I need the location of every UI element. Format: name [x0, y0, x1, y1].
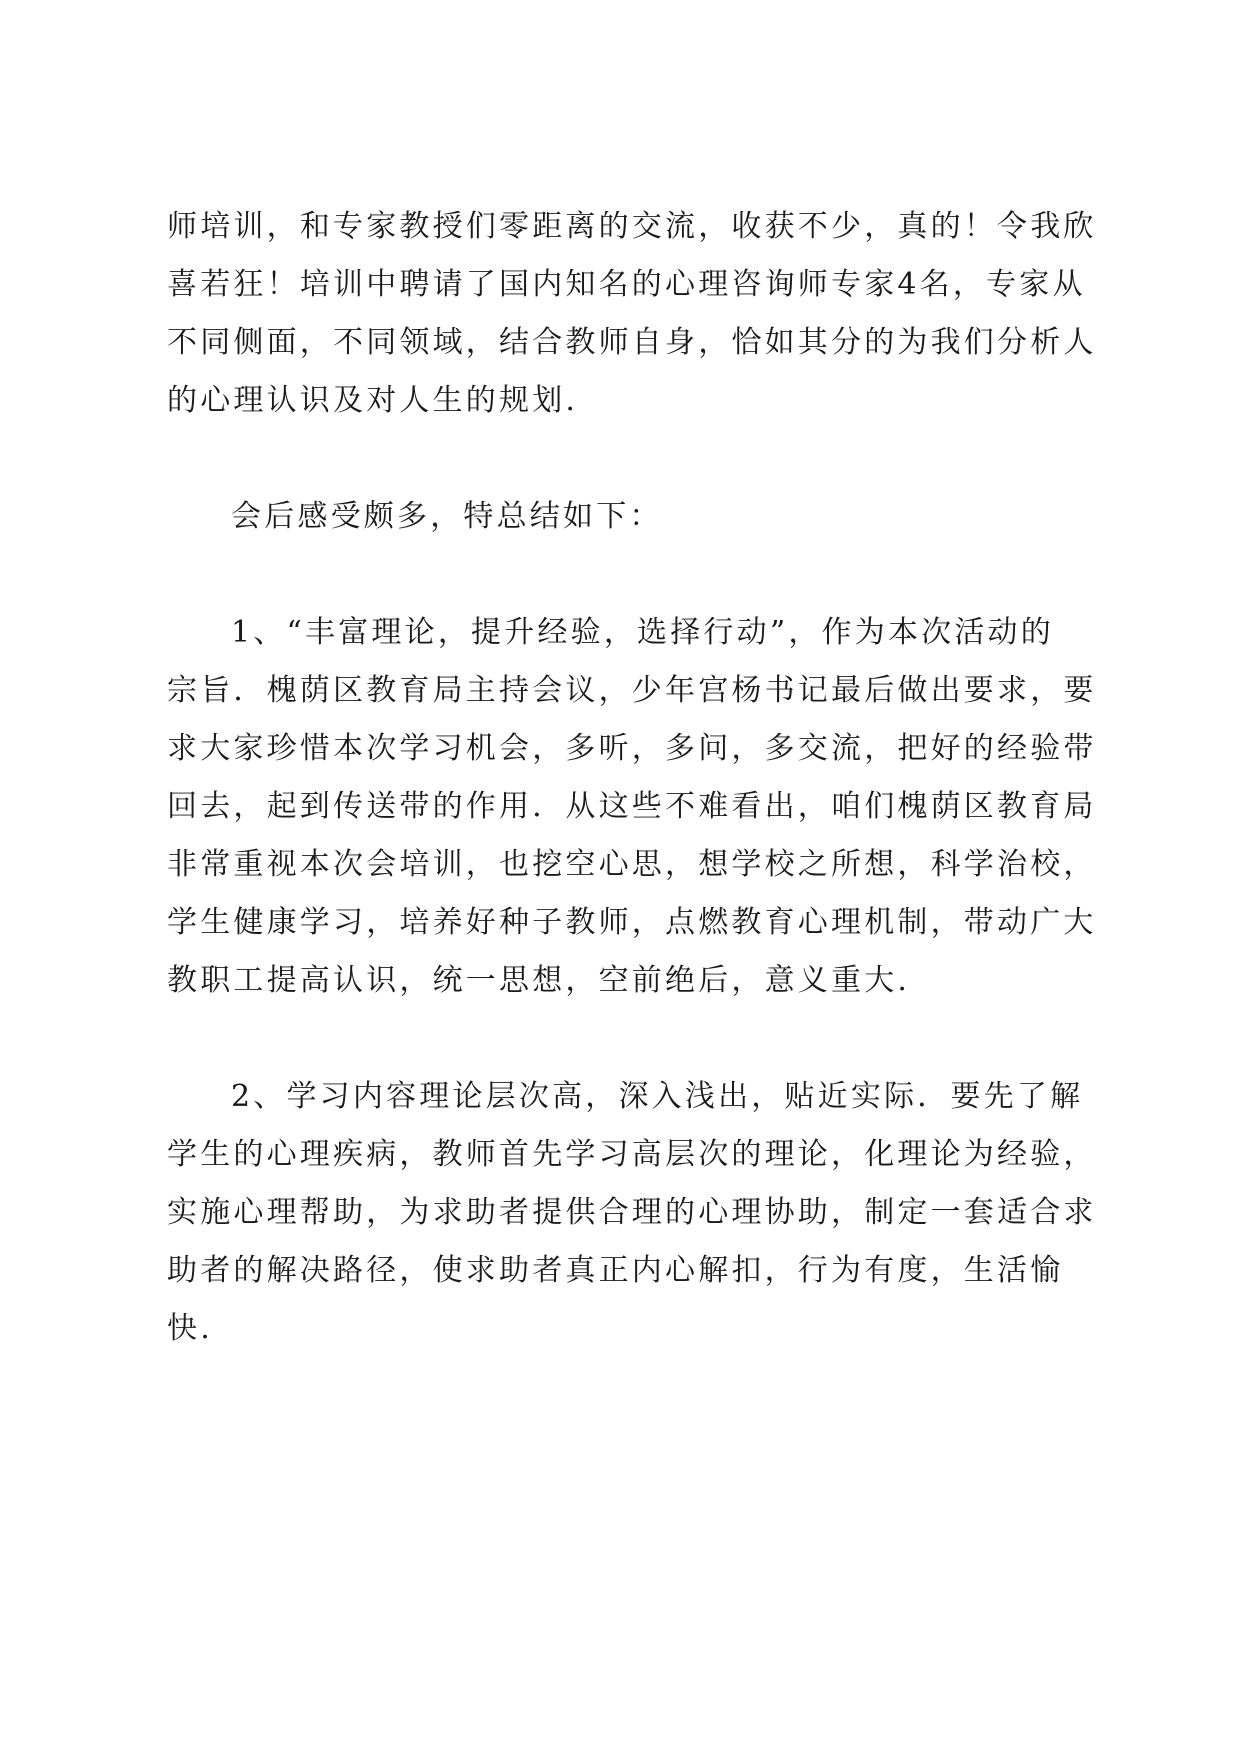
text-line: 快.	[167, 1311, 213, 1346]
text-line: 喜若狂！培训中聘请了国内知名的心理咨询师专家4名，专家从	[167, 267, 1086, 302]
text-line: 1、“丰富理论，提升经验，选择行动”，作为本次活动的	[231, 615, 1054, 650]
text-line: 的心理认识及对人生的规划.	[167, 383, 579, 418]
text-line: 2、学习内容理论层次高，深入浅出，贴近实际．要先了解	[231, 1079, 1084, 1114]
text-line: 求大家珍惜本次学习机会，多听，多问，多交流，把好的经验带	[167, 731, 1097, 766]
text-line: 宗旨．槐荫区教育局主持会议，少年宫杨书记最后做出要求，要	[167, 673, 1097, 708]
text-line: 教职工提高认识，统一思想，空前绝后，意义重大.	[167, 963, 911, 998]
text-line: 助者的解决路径，使求助者真正内心解扣，行为有度，生活愉	[167, 1253, 1064, 1288]
text-line: 不同侧面，不同领域，结合教师自身，恰如其分的为我们分析人	[167, 325, 1097, 360]
text-line: 学生健康学习，培养好种子教师，点燃教育心理机制，带动广大	[167, 905, 1097, 940]
text-line: 实施心理帮助，为求助者提供合理的心理协助，制定一套适合求	[167, 1195, 1097, 1230]
text-line: 回去，起到传送带的作用．从这些不难看出，咱们槐荫区教育局	[167, 789, 1097, 824]
text-line: 会后感受颇多，特总结如下：	[231, 499, 663, 534]
text-line: 学生的心理疾病，教师首先学习高层次的理论，化理论为经验，	[167, 1137, 1097, 1172]
text-line: 师培训，和专家教授们零距离的交流，收获不少，真的！令我欣	[167, 209, 1097, 244]
text-line: 非常重视本次会培训，也挖空心思，想学校之所想，科学治校，	[167, 847, 1097, 882]
